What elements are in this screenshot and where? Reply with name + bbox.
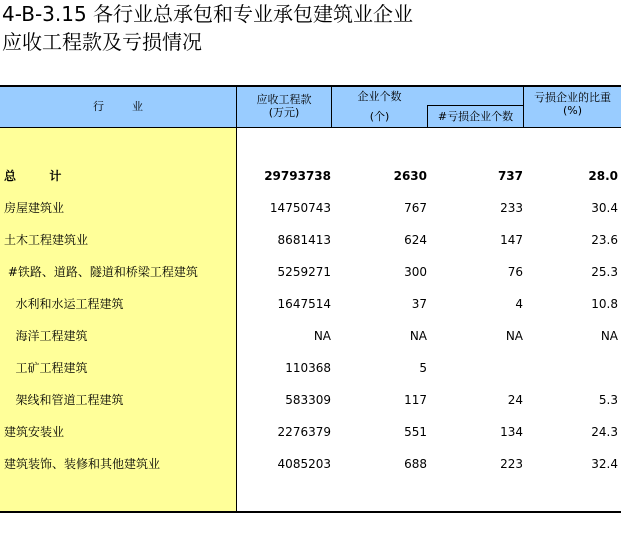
cell-receivable: 5259271 xyxy=(277,265,331,279)
cell-loss-enterprises: 223 xyxy=(500,457,523,471)
table-title-line1: 4-B-3.15 各行业总承包和专业承包建筑业企业 xyxy=(2,2,414,26)
cell-receivable: NA xyxy=(313,329,331,343)
cell-enterprises: NA xyxy=(409,329,427,343)
header-loss-ratio-unit: (%) xyxy=(562,104,583,117)
cell-loss-ratio: 28.0 xyxy=(588,169,618,183)
header-loss-ratio-label: 亏损企业的比重 xyxy=(534,91,611,104)
cell-receivable: 4085203 xyxy=(277,457,331,471)
row-name: 工矿工程建筑 xyxy=(4,361,88,375)
cell-loss-ratio: 5.3 xyxy=(598,393,618,407)
table-row xyxy=(0,326,621,346)
table-row xyxy=(0,422,621,442)
cell-loss-enterprises: 147 xyxy=(500,233,523,247)
cell-loss-ratio: 25.3 xyxy=(591,265,618,279)
header-receivable-label: 应收工程款 xyxy=(256,93,312,106)
table-title-line2: 应收工程款及亏损情况 xyxy=(2,30,202,54)
header-enterprises-unit: (个) xyxy=(369,110,390,123)
row-name: 房屋建筑业 xyxy=(4,201,65,215)
cell-receivable: 8681413 xyxy=(277,233,331,247)
table-row xyxy=(0,230,621,250)
cell-enterprises: 551 xyxy=(404,425,427,439)
table-row xyxy=(0,454,621,474)
row-name: 土木工程建筑业 xyxy=(4,233,89,247)
header-loss-enterprises: #亏损企业个数 xyxy=(437,110,514,123)
header-receivable xyxy=(237,93,331,119)
header-enterprises xyxy=(332,90,427,103)
cell-loss-enterprises: 134 xyxy=(500,425,523,439)
table-row xyxy=(0,198,621,218)
row-name: 架线和管道工程建筑 xyxy=(4,393,124,407)
row-name: 总 计 xyxy=(4,169,62,183)
cell-loss-enterprises: 24 xyxy=(507,393,523,407)
header-bottom-border xyxy=(0,127,621,128)
cell-enterprises: 688 xyxy=(404,457,427,471)
cell-loss-ratio: NA xyxy=(600,329,618,343)
cell-loss-enterprises: 737 xyxy=(497,169,523,183)
cell-loss-ratio: 32.4 xyxy=(591,457,618,471)
header-loss-ratio xyxy=(524,91,621,117)
cell-receivable: 2276379 xyxy=(277,425,331,439)
cell-loss-enterprises: 4 xyxy=(515,297,523,311)
cell-loss-enterprises: NA xyxy=(505,329,523,343)
cell-loss-enterprises: 233 xyxy=(500,201,523,215)
cell-loss-enterprises: 76 xyxy=(507,265,523,279)
table-row xyxy=(0,358,621,378)
cell-enterprises: 2630 xyxy=(393,169,427,183)
header-subdivider xyxy=(427,105,523,106)
cell-receivable: 14750743 xyxy=(269,201,331,215)
row-name: 建筑安装业 xyxy=(4,425,65,439)
row-name: 建筑装饰、装修和其他建筑业 xyxy=(4,457,161,471)
cell-loss-ratio: 24.3 xyxy=(591,425,618,439)
row-name: 水利和水运工程建筑 xyxy=(4,297,124,311)
table-row xyxy=(0,166,621,186)
cell-receivable: 110368 xyxy=(285,361,331,375)
cell-receivable: 1647514 xyxy=(277,297,331,311)
cell-enterprises: 624 xyxy=(404,233,427,247)
cell-enterprises: 5 xyxy=(419,361,427,375)
header-enterprises-label: 企业个数 xyxy=(357,90,402,103)
cell-enterprises: 37 xyxy=(411,297,427,311)
cell-receivable: 29793738 xyxy=(264,169,331,183)
cell-enterprises: 767 xyxy=(404,201,427,215)
cell-loss-ratio: 30.4 xyxy=(591,201,618,215)
header-receivable-unit: (万元) xyxy=(268,106,300,119)
row-name: #铁路、道路、隧道和桥梁工程建筑 xyxy=(4,265,198,279)
cell-enterprises: 300 xyxy=(404,265,427,279)
cell-receivable: 583309 xyxy=(285,393,331,407)
header-industry: 行 业 xyxy=(93,100,143,113)
header-top-border xyxy=(0,85,621,87)
cell-loss-ratio: 10.8 xyxy=(591,297,618,311)
cell-enterprises: 117 xyxy=(404,393,427,407)
table-row xyxy=(0,294,621,314)
table-row xyxy=(0,262,621,282)
table-bottom-border xyxy=(0,511,621,513)
row-name: 海洋工程建筑 xyxy=(4,329,88,343)
table-row xyxy=(0,390,621,410)
cell-loss-ratio: 23.6 xyxy=(591,233,618,247)
